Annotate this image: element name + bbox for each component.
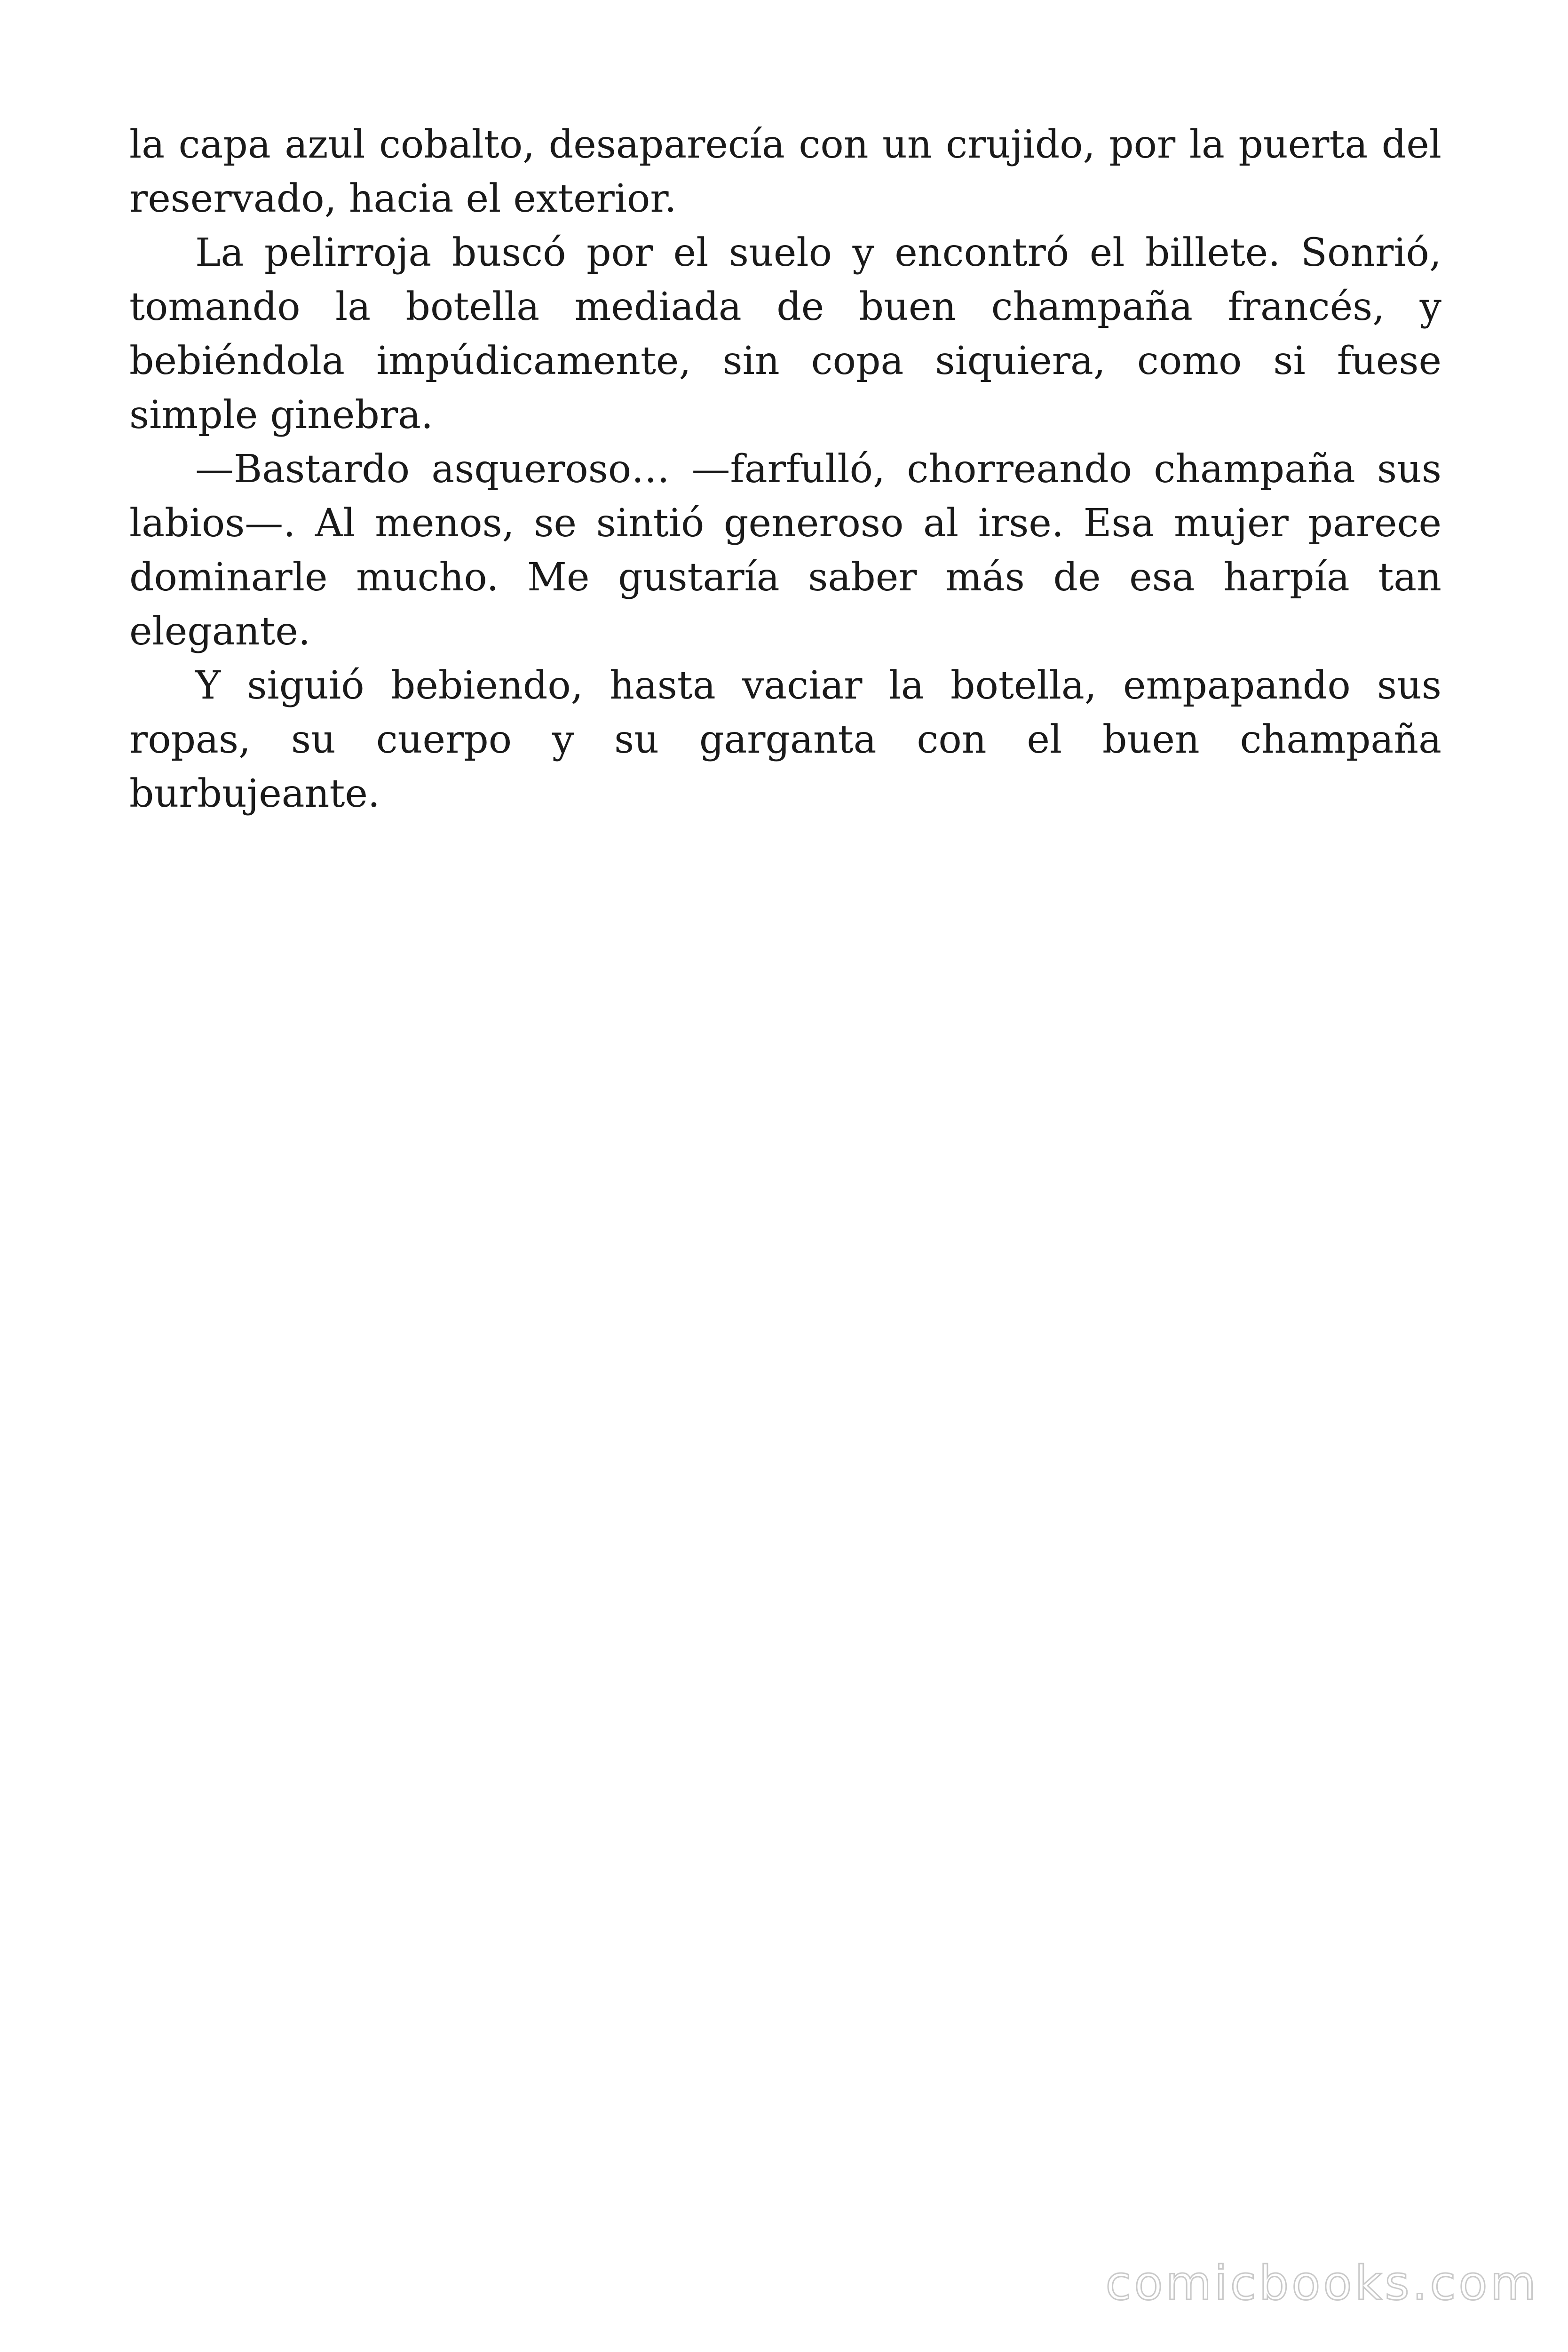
paragraph-3: —Bastardo asqueroso… —farfulló, chorreando champaña sus labios—. Al menos, se sintió generoso al irse. Esa mujer parece dominarle mucho. Me gustaría saber más de esa harpía tan elegante.	[129, 447, 1441, 654]
watermark: comicbooks.com	[1105, 2256, 1539, 2311]
body-text	[129, 118, 1441, 821]
paragraph-4: Y siguió bebiendo, hasta vaciar la botella, empapando sus ropas, su cuerpo y su garganta con el buen champaña burbujeante.	[129, 663, 1441, 816]
paragraph-1: la capa azul cobalto, desaparecía con un crujido, por la puerta del reservado, hacia el exterior.	[129, 122, 1441, 221]
paragraph-2: La pelirroja buscó por el suelo y encontró el billete. Sonrió, tomando la botella mediada de buen champaña francés, y bebiéndola impúdicamente, sin copa siquiera, como si fuese simple ginebra.	[129, 230, 1441, 437]
